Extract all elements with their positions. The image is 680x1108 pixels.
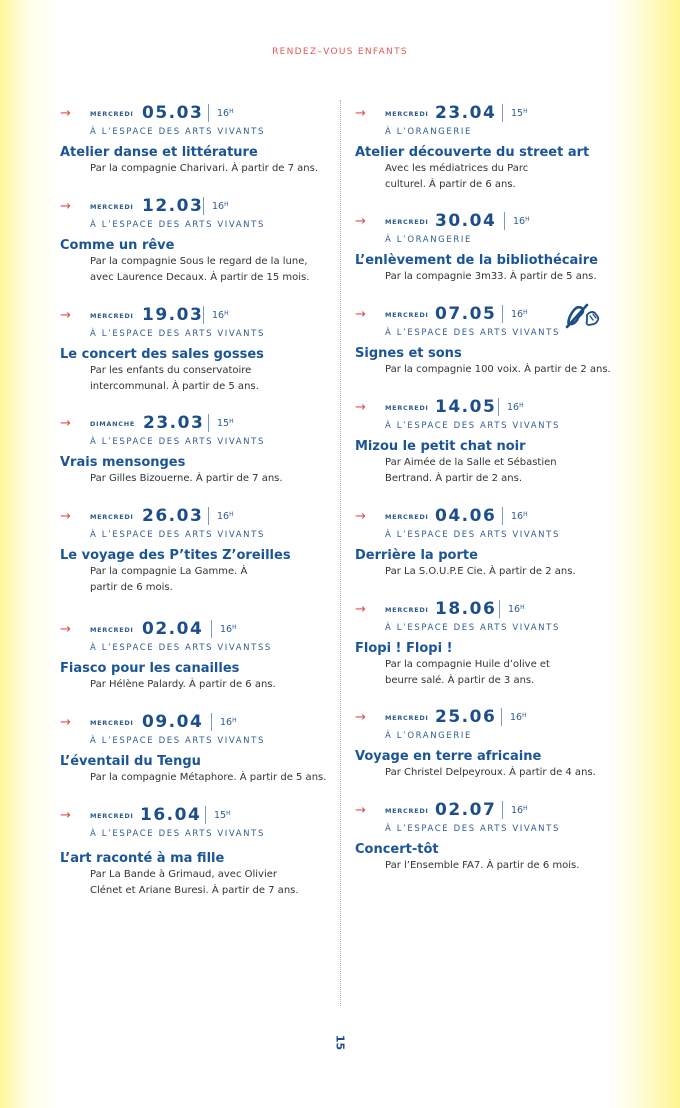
event-venue: À L’ORANGERIE — [385, 235, 472, 245]
event-venue: À L’ESPACE DES ARTS VIVANTS — [90, 736, 265, 746]
event-item — [60, 620, 335, 713]
event-title: Voyage en terre africaine — [355, 749, 542, 764]
event-date: 04.06 — [435, 506, 497, 526]
event-title: Mizou le petit chat noir — [355, 439, 526, 454]
event-day: DIMANCHE — [90, 420, 136, 428]
event-description: Par La Bande à Grimaud, avec Olivier Clénet et Ariane Buresi. À partir de 7 ans. — [90, 869, 299, 896]
left-column — [60, 104, 335, 906]
event-date: 23.04 — [435, 103, 497, 123]
separator — [211, 713, 212, 731]
arrow-icon: → — [60, 106, 71, 121]
event-item — [60, 806, 335, 906]
event-day: MERCREDI — [385, 606, 429, 614]
event-description: Par Hélène Palardy. À partir de 6 ans. — [90, 679, 276, 690]
arrow-icon: → — [60, 199, 71, 214]
event-day: MERCREDI — [90, 203, 134, 211]
event-date: 19.03 — [142, 305, 204, 325]
arrow-icon: → — [60, 308, 71, 323]
event-item — [60, 414, 335, 507]
event-title: L’art raconté à ma fille — [60, 851, 225, 866]
arrow-icon: → — [355, 509, 366, 524]
event-time: $16^H$ — [507, 402, 524, 413]
separator — [499, 600, 500, 618]
event-time: $16^H$ — [220, 624, 237, 635]
event-item — [355, 398, 630, 507]
event-item — [60, 713, 335, 806]
separator — [203, 306, 204, 324]
separator — [502, 507, 503, 525]
event-venue: À L’ORANGERIE — [385, 731, 472, 741]
arrow-icon: → — [355, 803, 366, 818]
event-day: MERCREDI — [90, 513, 134, 521]
arrow-icon: → — [355, 214, 366, 229]
event-date: 30.04 — [435, 211, 497, 231]
arrow-icon: → — [355, 710, 366, 725]
event-description: Avec les médiatrices du Parc culturel. À partir de 6 ans. — [385, 163, 529, 190]
event-time: $16^H$ — [510, 712, 527, 723]
event-day: MERCREDI — [385, 404, 429, 412]
event-day: MERCREDI — [90, 812, 134, 820]
event-time: $16^H$ — [511, 309, 528, 320]
hearing-sign-language-icon — [565, 303, 601, 329]
event-title: Signes et sons — [355, 346, 462, 361]
separator — [502, 801, 503, 819]
event-description: Par la compagnie La Gamme. À partir de 6 mois. — [90, 566, 248, 593]
arrow-icon: → — [60, 808, 71, 823]
section-header: RENDEZ–VOUS ENFANTS — [272, 47, 408, 57]
arrow-icon: → — [60, 622, 71, 637]
event-item — [355, 305, 630, 398]
event-day: MERCREDI — [385, 110, 429, 118]
event-description: Par la compagnie Charivari. À partir de 7 ans. — [90, 163, 319, 174]
event-item — [355, 104, 630, 212]
separator — [205, 806, 206, 824]
event-venue: À L’ESPACE DES ARTS VIVANTS — [90, 220, 265, 230]
separator — [203, 197, 204, 215]
event-description: Par Christel Delpeyroux. À partir de 4 ans. — [385, 767, 596, 778]
separator — [208, 414, 209, 432]
event-date: 02.07 — [435, 800, 497, 820]
separator — [502, 104, 503, 122]
event-item — [355, 507, 630, 600]
event-time: $16^H$ — [511, 805, 528, 816]
event-title: Le concert des sales gosses — [60, 347, 264, 362]
event-item — [355, 801, 630, 894]
event-time: $15^H$ — [511, 108, 528, 119]
event-title: L’éventail du Tengu — [60, 754, 201, 769]
event-item — [60, 306, 335, 414]
event-item — [60, 104, 335, 197]
event-description: Par Aimée de la Salle et Sébastien Bertrand. À partir de 2 ans. — [385, 457, 557, 484]
event-day: MERCREDI — [385, 807, 429, 815]
separator — [504, 212, 505, 230]
event-day: MERCREDI — [385, 218, 429, 226]
event-time: $16^H$ — [508, 604, 525, 615]
event-time: $16^H$ — [212, 201, 229, 212]
event-date: 02.04 — [142, 619, 204, 639]
event-date: 23.03 — [143, 413, 205, 433]
event-title: Atelier danse et littérature — [60, 145, 258, 160]
arrow-icon: → — [355, 400, 366, 415]
arrow-icon: → — [355, 106, 366, 121]
event-time: $16^H$ — [212, 310, 229, 321]
event-item — [355, 212, 630, 305]
event-day: MERCREDI — [385, 513, 429, 521]
event-time: $15^H$ — [217, 418, 234, 429]
right-column — [355, 104, 630, 894]
event-title: Comme un rêve — [60, 238, 175, 253]
event-title: Fiasco pour les canailles — [60, 661, 240, 676]
separator — [208, 104, 209, 122]
event-time: $16^H$ — [220, 717, 237, 728]
event-description: Par la compagnie Sous le regard de la lune, avec Laurence Decaux. À partir de 15 mois. — [90, 256, 310, 283]
event-title: Vrais mensonges — [60, 455, 186, 470]
event-venue: À L’ESPACE DES ARTS VIVANTS — [385, 623, 560, 633]
event-item — [355, 708, 630, 801]
event-venue: À L’ESPACE DES ARTS VIVANTS — [385, 530, 560, 540]
event-time: $16^H$ — [217, 108, 234, 119]
event-day: MERCREDI — [90, 312, 134, 320]
event-date: 16.04 — [140, 805, 202, 825]
event-venue: À L’ESPACE DES ARTS VIVANTS — [385, 421, 560, 431]
event-date: 07.05 — [435, 304, 497, 324]
event-description: Par la compagnie 100 voix. À partir de 2 ans. — [385, 364, 611, 375]
separator — [498, 398, 499, 416]
event-venue: À L’ESPACE DES ARTS VIVANTS — [90, 329, 265, 339]
event-date: 09.04 — [142, 712, 204, 732]
event-date: 25.06 — [435, 707, 497, 727]
event-description: Par les enfants du conservatoire intercommunal. À partir de 5 ans. — [90, 365, 259, 392]
event-title: Atelier découverte du street art — [355, 145, 590, 160]
event-item — [60, 507, 335, 620]
event-description: Par la compagnie 3m33. À partir de 5 ans. — [385, 271, 597, 282]
event-day: MERCREDI — [90, 626, 134, 634]
event-title: Flopi ! Flopi ! — [355, 641, 453, 656]
separator — [208, 507, 209, 525]
event-venue: À L’ESPACE DES ARTS VIVANTS — [385, 824, 560, 834]
event-title: Concert-tôt — [355, 842, 439, 857]
event-time: $16^H$ — [511, 511, 528, 522]
event-time: $15^H$ — [214, 810, 231, 821]
event-title: Derrière la porte — [355, 548, 478, 563]
event-description: Par La S.O.U.P.E Cie. À partir de 2 ans. — [385, 566, 576, 577]
event-venue: À L’ESPACE DES ARTS VIVANTS — [90, 829, 265, 839]
event-day: MERCREDI — [385, 714, 429, 722]
event-venue: À L’ESPACE DES ARTS VIVANTS — [90, 127, 265, 137]
event-venue: À L’ORANGERIE — [385, 127, 472, 137]
separator — [211, 620, 212, 638]
arrow-icon: → — [60, 509, 71, 524]
event-time: $16^H$ — [513, 216, 530, 227]
event-title: L’enlèvement de la bibliothécaire — [355, 253, 598, 268]
event-day: MERCREDI — [90, 110, 134, 118]
page-number: 15 — [333, 1034, 347, 1051]
event-description: Par l’Ensemble FA7. À partir de 6 mois. — [385, 860, 580, 871]
event-venue: À L’ESPACE DES ARTS VIVANTS — [90, 437, 265, 447]
separator — [501, 708, 502, 726]
event-venue: À L’ESPACE DES ARTS VIVANTS — [90, 530, 265, 540]
event-day: MERCREDI — [385, 311, 429, 319]
event-title: Le voyage des P’tites Z’oreilles — [60, 548, 291, 563]
arrow-icon: → — [60, 715, 71, 730]
event-description: Par Gilles Bizouerne. À partir de 7 ans. — [90, 473, 283, 484]
arrow-icon: → — [355, 307, 366, 322]
separator — [502, 305, 503, 323]
event-description: Par la compagnie Métaphore. À partir de 5 ans. — [90, 772, 327, 783]
event-day: MERCREDI — [90, 719, 134, 727]
event-venue: À L’ESPACE DES ARTS VIVANTS — [385, 328, 560, 338]
event-date: 05.03 — [142, 103, 204, 123]
column-divider — [340, 100, 341, 1006]
event-venue: À L’ESPACE DES ARTS VIVANTSS — [90, 643, 272, 653]
event-date: 26.03 — [142, 506, 204, 526]
event-date: 14.05 — [435, 397, 497, 417]
event-description: Par la compagnie Huile d’olive et beurre salé. À partir de 3 ans. — [385, 659, 550, 686]
event-date: 12.03 — [142, 196, 204, 216]
arrow-icon: → — [355, 602, 366, 617]
event-item — [60, 197, 335, 306]
event-time: $16^H$ — [217, 511, 234, 522]
event-date: 18.06 — [435, 599, 497, 619]
arrow-icon: → — [60, 416, 71, 431]
event-item — [355, 600, 630, 708]
